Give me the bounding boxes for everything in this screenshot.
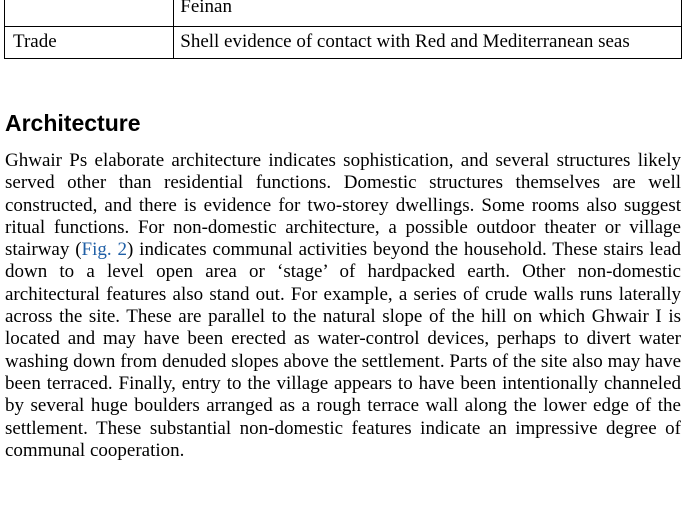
body-paragraph (5, 150, 681, 462)
section-heading: Architecture (5, 110, 141, 136)
table-row (5, 0, 682, 27)
table-cell-category: Trade (5, 27, 174, 59)
attribute-table (4, 0, 682, 59)
paragraph-text-end: ) indicates communal activities beyond the household. These stairs lead down to a level open area or ‘stage’ of hardpacked earth. Other non-domestic architectural features also stand out. For example, a series of crude walls runs laterally across the site. These are parallel to the natural slope of the hill on which Ghwair I is located and may have been erected as water-control devices, perhaps to divert water washing down from denuded slopes above the settlement. Parts of the site also may have been terraced. Finally, entry to the village appears to have been intentionally channeled by several huge boulders arranged as a rough terrace wall along the lower edge of the settlement. These substantial non-domestic features indicate an impressive degree of communal cooperation. (5, 239, 682, 461)
table-row (5, 27, 682, 59)
table-cell-detail: Feinan (174, 0, 682, 27)
figure-2-link[interactable]: Fig. 2 (81, 239, 127, 261)
table-cell-category (5, 0, 174, 27)
table-cell-detail: Shell evidence of contact with Red and Mediterranean seas (174, 27, 682, 59)
paragraph-text-start: Ghwair Ps elaborate architecture indicates sophistication, and several structures likely served other than residential functions. Domestic structures themselves are well constructed, and there is evidence for two-storey dwellings. Some rooms also suggest ritual functions. For non-domestic architecture, a possible outdoor theater or village stairway ( (5, 150, 681, 261)
